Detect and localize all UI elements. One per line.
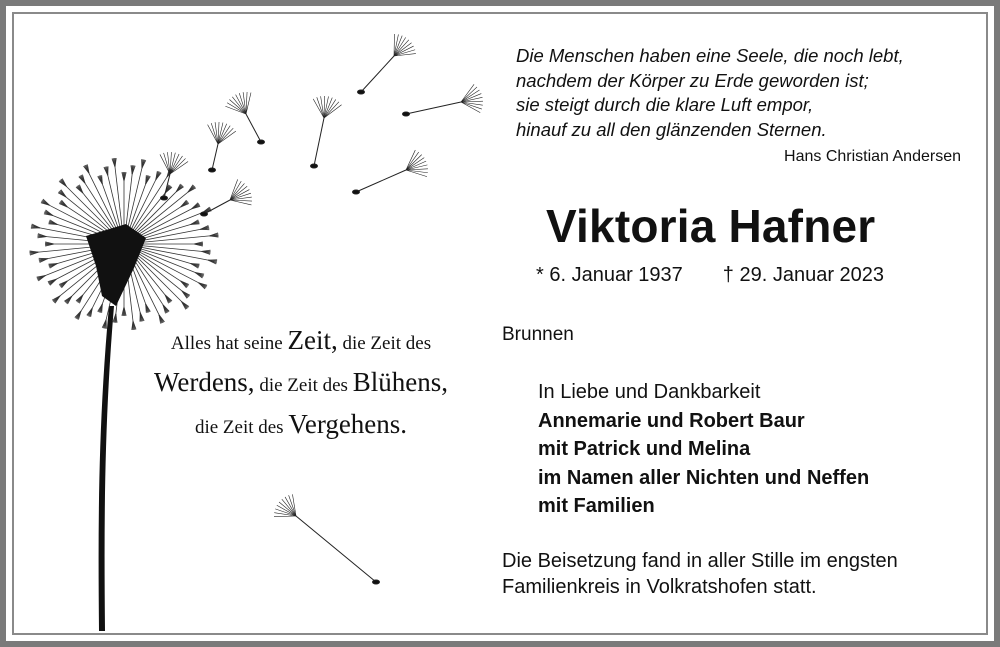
- verse-emphasis: Blühens,: [352, 367, 448, 397]
- death-date: † 29. Januar 2023: [722, 264, 885, 286]
- quote: [516, 44, 976, 142]
- residence: Brunnen: [502, 324, 574, 345]
- verse-text: Alles hat seine: [170, 333, 288, 354]
- verse: [116, 321, 486, 447]
- verse-emphasis: Werdens,: [154, 367, 255, 397]
- verse-emphasis: Vergehens.: [288, 409, 408, 439]
- verse-emphasis: Zeit,: [287, 325, 338, 355]
- life-dates: [536, 264, 884, 287]
- quote-line: nachdem der Körper zu Erde geworden ist;: [516, 69, 869, 91]
- quote-line: Die Menschen haben eine Seele, die noch lebt,: [516, 45, 904, 66]
- mourner-line: mit Familien: [538, 495, 655, 517]
- mourner-line: im Namen aller Nichten und Neffen: [538, 466, 870, 489]
- birth-date: * 6. Januar 1937: [536, 264, 683, 286]
- mourners-intro: In Liebe und Dankbarkeit: [538, 381, 761, 403]
- verse-line-3: [116, 405, 486, 447]
- deceased-name: Viktoria Hafner: [546, 200, 876, 252]
- mourner-line: Annemarie und Robert Baur: [538, 409, 805, 432]
- obituary-card: [6, 6, 994, 641]
- mourners: [538, 378, 869, 521]
- verse-line-2: [116, 363, 486, 405]
- verse-line-1: [116, 321, 486, 363]
- quote-line: sie steigt durch die klare Luft empor,: [516, 94, 814, 115]
- quote-author: Hans Christian Andersen: [784, 148, 961, 165]
- quote-line: hinauf zu all den glänzenden Sternen.: [516, 118, 827, 140]
- notice-line: Familienkreis in Volkratshofen statt.: [502, 576, 817, 598]
- verse-text: die Zeit des: [337, 333, 432, 354]
- mourner-line: mit Patrick und Melina: [538, 438, 751, 460]
- verse-text: die Zeit des: [194, 417, 289, 438]
- notice-line: Die Beisetzung fand in aller Stille im engsten: [502, 550, 898, 572]
- funeral-notice: [502, 548, 898, 600]
- verse-text: die Zeit des: [254, 375, 353, 396]
